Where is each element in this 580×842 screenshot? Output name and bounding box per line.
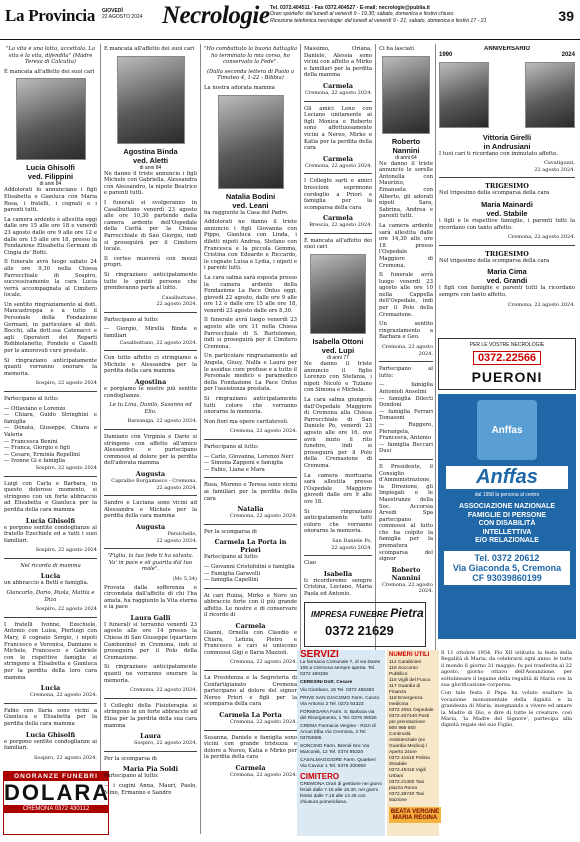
deceased-name: Natalia: [237, 505, 264, 514]
intro-text: La nostra adorata mamma: [204, 84, 275, 91]
signatories: Giancarlo, Dario, Paola, Mattia e Diza: [6, 590, 95, 603]
divider: [204, 670, 297, 671]
list-item: — Famiglia Garavelli: [204, 570, 261, 577]
body-text: I Colleghi sarti e amici brescioni esprimono cordoglio a Priori e famiglia per la scomparsa della cara: [304, 178, 372, 211]
column-6: [439, 46, 575, 336]
body-text: Si ringraziano anticipatamente tutti coloro che vorranno onorarne la memoria.: [304, 508, 372, 535]
body-text: Per la scomparsa di: [204, 528, 257, 535]
divider: [4, 703, 97, 704]
list-item: — Chiara, Guido Stringhini e famiglia: [4, 412, 97, 425]
list-item: 117 Guardia di Finanza: [389, 684, 421, 695]
quote: "Ho combattuto la buona battaglia ho terminato la mia corsa, ho conservato la Fede".: [204, 46, 297, 66]
list-item: 0372 4051 Ospedale: [389, 708, 434, 713]
body-text: i figli con famiglie e parenti tutti la ricordano sempre con tanto affetto.: [439, 285, 575, 298]
list-item: 0372 41618 Polizia Stradale: [389, 756, 430, 767]
list-item: FORMIGARA Farm. S. Barbara via del Risorgimento, 1 Tel. 0376 38026: [300, 710, 377, 721]
deceased-name: Agostina: [134, 378, 167, 387]
divider: [4, 476, 97, 477]
intro-text: Ci ha lasciati: [379, 46, 414, 52]
body-text: Gianni, Ornella con Claudio e Chiara, Letizia, Pietro e Francesco e cari si uniscono commossi Gigi e Ilaria Mazzoli.: [204, 630, 297, 656]
body-text: Ai cari Ruina, Mirko e Noro un abbraccio forte con il più grande affetto. Le nostre e di conservare il ricordo di: [204, 592, 297, 619]
services-box: [297, 650, 572, 836]
divider: [439, 245, 575, 246]
anniversary-photos: [439, 59, 575, 131]
list-item: — Ivonne Gi e famiglia: [4, 458, 66, 465]
portrait-photo: [439, 62, 489, 128]
ad-impresa-pietra[interactable]: [304, 602, 426, 647]
body-text: Luigi con Carla e Barbara, in questo doloroso momento, si stringono con un forte abbraccio ad Elisabetta e Gianluca per la perdita della cara mamma: [4, 480, 97, 513]
divider: [379, 459, 433, 460]
column-2: [104, 46, 197, 834]
newspaper-logo[interactable]: La Provincia: [5, 6, 96, 25]
quote-source: (Dalla seconda lettera di Paolo a Timoteo 4, 1-22 - Bibbia): [206, 68, 295, 82]
notice-date: Capralbo Borgamasco - Cremona, 22 agosto 2024.: [111, 477, 197, 491]
notice-date: Cremona, 22 agosto 2024.: [230, 719, 297, 725]
saint-of-day-text: [441, 650, 572, 836]
body-text: ti ricorderemo sempre Cristina, Luciano, Maria Paola ed Antonio.: [304, 577, 372, 597]
list-item: SONCINO Farm. Brendi Snc Via Marconi6, 12 Tel. 0374 85320: [300, 744, 370, 755]
list-item: 0372.407440 Posti per prenotazione: [389, 714, 430, 725]
divider: [304, 101, 372, 102]
notice-date: Casalbuttano, 22 agosto 2024.: [119, 339, 197, 346]
body-text: Addolorati ne danno il triste annuncio i figli Giovanna con Pippo, Gianluca con Linda, i diletti nipoti Andrea, Stefano con Francesca e la piccola Gemma, Cristina con Edoardo e Riccardo, le cognate Luisa e Lydia, i nipoti e i parenti tutti.: [204, 219, 297, 272]
deceased-name: Augusta: [135, 522, 166, 531]
deceased-name: Vittoria Girelli in Andrusiani: [482, 132, 532, 151]
quote-source: (Mc 5,34): [172, 575, 197, 582]
notice-date: Sospiro, 22 agosto 2024.: [33, 754, 97, 761]
ad-phone: 0372.22566: [473, 351, 541, 365]
page-header: [0, 0, 580, 40]
quote: "Figlia, la tua fede ti ha salvata. Va' in pace e sii guarita dal tuo male".: [107, 553, 194, 573]
list-item: 0372.28740 Taxi stazione: [389, 792, 425, 803]
divider: [104, 548, 197, 549]
services-title: SERVIZI: [300, 649, 339, 660]
notice-date: Cremona, 22 agosto 2024.: [381, 344, 433, 357]
body-text: Un sentito ringraziamento al dott. Mancastroppa e a tutto il Personale della Fondazione Germani, in particolare al dott. Bocchi, alla dott.ssa Catenacci e agli Operatori dei Reparti Robbiolanetto, Fondelo e Caselli per le amorevoli cure prestate.: [4, 301, 97, 355]
deceased-name: Natalia Bodini ved. Leani: [225, 191, 276, 210]
divider: [304, 173, 372, 174]
body-text: La camera ardente sarà allestita dalle ore 14,30 alle ore 18 presso l'Ospedale Maggiore di Cremona.: [379, 222, 433, 269]
body-text: Ne danno il triste annuncio il figlio Lorenzo con Stefania, i nipoti Nicolò e Tiziano con Simona e Michela.: [304, 361, 372, 394]
notice-date: Cremona, 22 agosto 2024.: [230, 659, 297, 666]
body-text: Un sentito ringraziamento a Barbara e Geo.: [379, 321, 433, 341]
body-text: La camera mortuaria sarà allestita presso l'Ospedale Maggiore giovedì dalle ore 9 alle ore 18.: [304, 472, 372, 505]
divider: [204, 477, 297, 478]
body-text: Damiano con Virginia e Dario si stringono con affetto all'amico Alessandro e partecipano commossi al dolore per la perdita dell'adorata mamma: [104, 434, 197, 467]
body-text: Si ringraziano anticipatamente tutti coloro che vorranno onorarne la memoria.: [204, 396, 297, 416]
body-text: e porgono sentite condoglianze ai familiari.: [4, 738, 97, 752]
column-4: [304, 46, 372, 598]
anffas-logo-icon: Anffas: [477, 400, 537, 460]
divider: [204, 730, 297, 731]
list-item: — Giorgio, Mirella Binda e familiari: [104, 326, 197, 340]
body-text: Gli amici Leno con Luciano unitamente ai figli Monica e Roberto sono affettuosamente vicini a Nereo, Mirko e Katia per la perdita della cara: [304, 105, 372, 152]
ad-contacts: Tel. 0372 20612 Via Giaconda 5, Cremona CF 93039860199: [444, 551, 570, 585]
trigesimo-header: TRIGESIMO: [485, 249, 529, 258]
section-title: Necrologie: [162, 2, 270, 29]
divider: [4, 558, 97, 559]
body-text: I funerali si terranno venerdì 23 agosto alle ore 14 presso la Chiesa di San Giuseppe (quartiere Cambonino) in Cremona, indi si proseguirà per il Polo della Cremazione.: [104, 621, 197, 661]
participation-header: Partecipano al lutto:: [4, 396, 59, 402]
list-item: — famiglia Dilecti Dondoni: [379, 395, 433, 409]
notice-date: Cremona, 22 agosto 2024.: [305, 89, 372, 96]
quote: "La vita è una lotta, accettala. La vita è la vita, difendila" (Madre Teresa di Calcutta): [5, 46, 96, 66]
notice-date: Cremona, 22 agosto 2024.: [305, 162, 372, 169]
body-text: Il corteo muoverà con mezzi propri.: [104, 255, 197, 269]
intro-text: È mancata all'affetto dei suoi cari: [304, 237, 372, 251]
intro-text: È mancata all'affetto dei suoi cari: [4, 68, 95, 75]
useful-numbers: [387, 650, 439, 836]
deceased-name: Isabella: [323, 569, 353, 578]
deceased-name: Maria Mainardi ved. Stabile: [481, 199, 533, 218]
list-item: 800 985 660 Continuità Assistenziale (ex Guardia Medica) / Aperto 24ore: [389, 726, 428, 755]
ad-brand: DOLARA: [4, 780, 111, 805]
body-text: La cara salma sarà esposta presso la camera ardente della Fondazione La Pace Onlus oggi, giovedì 22 agosto, dalle ore 9 alle ore 12 e dalle ore 15 alle ore 18, venerdì 23 agosto dalle ore 8,30.: [204, 274, 297, 314]
portrait-photo: [310, 254, 366, 334]
notice-date: Cremona, 22 agosto 2024.: [30, 692, 97, 699]
ad-brand: PUERONI: [471, 369, 543, 385]
divider: [304, 555, 372, 556]
body-text: I fratelli Ivonne, Ezechiele, Antonio con Luisa, Pierluigi con Mary, il cognato Sergio, i nipoti Francesco e Veronica, Damiano e Michele, Francesco e Gabriele con le rispettive famiglie si stringono a Elisabetta e Gianluca per la perdita della loro cara mamma: [4, 621, 97, 681]
cemetery-title: CIMITERO: [300, 772, 340, 781]
signatories: Le tu Lina, Danilo, Susanna ed Elio.: [109, 402, 192, 415]
deceased-name: Roberto Nannini: [391, 565, 421, 582]
divider: [4, 617, 97, 618]
body-text: Si ringraziano anticipatamente tutte le gentili persone che prenderanno parte al lutto.: [104, 271, 197, 292]
saint-of-day-label: BEATA VERGINE MARIA REGINA: [390, 809, 440, 821]
deceased-name: Isabella Ottoni ved. Lupi di anni 77: [312, 337, 364, 362]
body-text: Ciao: [304, 560, 317, 567]
list-item: 118 Soccorso Pubblico: [389, 666, 418, 677]
list-item: 112 Carabinieri: [389, 660, 422, 665]
list-item: — Cesare, Erminia Repellini: [4, 451, 80, 458]
list-item: — famiglia Beccari Dusi: [379, 441, 433, 455]
body-text: La camera ardente è allestita oggi dalle ore 15 alle ore 18 e venerdì 23 agosto dalle ore 9 alle ore 12 e dalle ore 15 alle ore 18, presso la Fondazione Elisabetta Germani di Cingia de' Botti.: [4, 216, 97, 256]
deceased-name: Carmela La Porta in Priori: [214, 538, 287, 555]
body-text: Il funerale avrà luogo venerdì 23 agosto alle ore 11 nella Chiesa Parrocchiale di S. Bartolomeo, indi si proseguirà per il Cimitero Cremona.: [204, 317, 297, 350]
portrait-photo: [16, 78, 86, 160]
list-item: — famiglia Capellini: [204, 577, 259, 584]
body-text: Si ringraziano anticipatamente quanti ne vorranno onorare la memoria.: [104, 664, 197, 684]
notice-date: Cremona, 22 agosto 2024.: [230, 513, 297, 520]
ad-tagline: PER LE VOSTRE NECROLOGIE: [469, 342, 545, 348]
divider: [4, 391, 97, 392]
column-1: [4, 46, 97, 766]
divider: [204, 524, 297, 525]
divider: [104, 751, 197, 752]
body-text: Sandro e Luciana sono vicini ad Alessandra e Michele per la perdita della cara mamma: [104, 500, 197, 520]
list-item: 118 Emergenza medicina: [389, 696, 423, 707]
portrait-photo: [525, 62, 575, 128]
body-text: Addolorati lo annunciano i figli Elisabetta e Gianluca con Maria Rosa, i fratelli, i cognati e i parenti tutti.: [4, 187, 97, 214]
body-text: e porgiamo le nostre più sentite condoglianze.: [104, 386, 197, 399]
column-5: [379, 46, 433, 598]
portrait-photo: [117, 56, 185, 144]
anniversary-header: 1990 ANNIVERSARIO 2024: [439, 46, 575, 58]
list-item: — famiglia Ferrari Tomasoni: [379, 408, 433, 422]
body-text: Un particolare ringraziamento ad Angela, Giusy, Nulfa e Laura per le assidue cure profuse e a tutto il Personale medico e paramedico della Fondazione La Pace Onlus per l'assistenza prestata.: [204, 353, 297, 393]
ad-phone: 0372 21629: [325, 623, 394, 638]
ad-phone: CREMONA 0372 430112: [4, 805, 108, 813]
deceased-name: Augusta: [135, 469, 166, 478]
deceased-name: Lucia Ghisolfi ved. Filippini di anni 84: [26, 163, 75, 188]
body-text: Si ringraziano anticipatamente quanti vorranno onorare la memoria.: [4, 357, 97, 377]
body-text: Ne danno il triste annuncio i figli Michele con Gabriella, Alessandra con Alessandro, la nipote Beatrice e parenti tutti.: [104, 170, 197, 197]
trigesimo-header: TRIGESIMO: [485, 182, 529, 191]
body-text: Il funerale avrà luogo venerdì 23 agosto alle ore 10 nella Cappella dell'Ospedale, indi per il Polo della Cremazione.: [379, 272, 433, 318]
list-item: CASALMAGGIORE Farm. Quartieri Via Cavour 1 Tel. 0375 200093: [300, 758, 376, 769]
deceased-name: Lucia: [40, 684, 61, 693]
deceased-name: Lucia Ghisolfi: [25, 516, 76, 525]
notice-date: Sospiro, 22 agosto 2024: [35, 547, 97, 554]
numbers-title: NUMERI UTILI: [389, 652, 430, 658]
list-item: — Simona Zapponi e famiglia: [204, 460, 283, 467]
body-text: Rosa, Moreno e Teresa sono vicini ai familiari per la perdita della cara: [204, 482, 297, 502]
body-text: La Presidenza e la Segreteria di Confartigianato Cremona partecipano al dolore del signor Nereo Priori e figli per la scomparsa della cara: [204, 675, 297, 708]
pharmacy-list: [297, 650, 385, 836]
body-text: Nel trigesimo della scomparsa della cara: [439, 257, 550, 264]
deceased-name: Carmela: [235, 622, 266, 631]
divider: [104, 429, 197, 430]
body-text: Susanna, Daniele e famiglia sono vicini con grande tristezza e dolore a Nereo, Katia e Mirko per la perdita della cara: [204, 734, 297, 761]
body-text: un abbraccio a Betti e famiglia.: [4, 580, 89, 587]
divider: [104, 698, 197, 699]
participation-header: Partecipano al lutto:: [204, 554, 259, 561]
notice-date: Sospiro, 22 agosto 2024: [35, 464, 97, 471]
list-item: — famiglia Antonioli Anselmi: [379, 382, 433, 395]
body-text: Il 11 ottobre 1954, Pio XII istituita la festa della Regalità di Maria, da celebrarsi ogni anno: le tutte il mondo il giorno 31 maggio; fu poi trasferita al 22 agosto, giorno ottavo dell'Assunzione, per sottolineare il legame della regalità di Maria con la sua glorificazione corporea.: [441, 650, 572, 689]
deceased-name: Carmela La Porta: [219, 711, 282, 719]
deceased-name: Roberto Nannini di anni 64: [391, 136, 421, 161]
notice-date: Cremona, 22 agosto 2024.: [508, 301, 575, 308]
divider: [204, 588, 297, 589]
notice-date: Cremona, 22 agosto 2024.: [230, 771, 297, 778]
contact-info: Tel. 0372.404511 · Fax 0372.404527 · E-mail: necrologie@publia.it Orari sportello: dal lunedì al venerdì 9 - 19.30; sabato, domenica e festivi chiuso Ricezione telefonica necrologie: dal lunedì al venerdì 9 - 21; sabato, domenica e festivi 17 - 21: [270, 5, 487, 24]
issue-date: GIOVEDÌ 22 AGOSTO 2024: [102, 8, 143, 20]
deceased-name: Carmela: [323, 214, 353, 223]
notice-date: Cremona, 22 agosto 2024.: [130, 687, 197, 694]
deceased-name: Laura: [140, 732, 161, 741]
notice-date: Cremona, 22 agosto 2024.: [381, 581, 433, 595]
list-item: CREMONA Orari di gestione nei giorni feriali dalle 7.15 alle 18.30, nei giorni festivi dalle 7.15 alle 12.45 con chiusura pomeridiana.: [300, 782, 382, 805]
body-text: I funerali si svolgeranno in Casalbuttano venerdì 23 agosto alle ore 10,30 partendo dalla camera ardente dell'Ospedale della Carità per la Chiesa Parrocchiale di San Giorgio, indi si proseguirà per il Cimitero locale.: [104, 199, 197, 253]
notice-date: Casalbuttano, 22 agosto 2024.: [156, 294, 197, 308]
ad-pueroni[interactable]: [438, 338, 576, 390]
list-item: — i cugini Anna, Mauri, Paolo, Mino, Ermanno e Sandro: [104, 782, 197, 796]
notice-date: Barzaniga, 22 agosto 2024.: [127, 418, 197, 425]
deceased-name: Carmela: [235, 763, 266, 772]
deceased-name: Carmela: [323, 81, 353, 90]
body-text: Per la scomparsa di: [104, 755, 157, 762]
notice-date: Cremona, 22 agosto 2024.: [508, 234, 575, 241]
body-text: Con tale festa il Papa ha voluto esaltare la vocazione monumentale della dignità e la grandezza di Maria, insegnando a vivere ed amare la Madre di Dio, e dire di tutte le creature, così Maria, 'la Madre del Signore', partecipa alla dignità regale del suo Figlio.: [441, 690, 572, 729]
list-item: La farmacia Comunale 7, di via Dante 106 a Cremona sempre aperta. Tel. 0372 460335: [300, 660, 381, 677]
body-text: ha raggiunto la Casa del Padre.: [204, 209, 289, 216]
participation-header: Partecipano al lutto:: [104, 316, 159, 323]
deceased-name: Maria Cima ved. Grandi: [486, 267, 528, 286]
body-text: Non fiori ma opere caritatevoli.: [204, 418, 289, 425]
list-item: — Donata, Giuseppe, Chiara e Valeria: [4, 425, 97, 438]
deceased-name: Carmela: [323, 154, 353, 163]
portrait-photo: [218, 95, 284, 189]
participation-header: Partecipano al lutto:: [104, 773, 159, 780]
ad-dolara[interactable]: [3, 771, 109, 835]
list-item: — Francesca Benini: [4, 438, 58, 445]
deceased-name: Lucia Ghisolfi: [25, 730, 76, 739]
body-text: Con tutto affetto ci stringiamo a Michele e Alessandra per la perdita della cara mamma: [104, 355, 197, 375]
list-item: 0372.21300 Taxi piazza Roma: [389, 780, 425, 791]
divider: [439, 177, 575, 178]
participation-header: Partecipano al lutto:: [379, 366, 433, 379]
list-item: CERESINI Dott. Cesare: [300, 680, 353, 685]
list-item: — Giovanni Cristofolini e famiglia: [204, 563, 295, 570]
body-text: Nel ricordo di mamma: [20, 562, 81, 569]
body-text: i figli e le rispettive famiglie, i parenti tutti la ricordano con tanto affetto.: [439, 217, 575, 231]
portrait-photo: [382, 56, 430, 134]
divider: [379, 361, 433, 362]
intro-text: È mancata all'affetto dei suoi cari: [104, 46, 195, 52]
notice-date: San Daniele Po, 22 agosto 2024.: [331, 537, 372, 551]
body-text: Ne danno il triste annuncio le sorelle Antonella con Maurizio, Emanuela con Alberto, gli adorati nipoti Sara, Sabrina, Andrea e parenti tutti.: [379, 160, 433, 220]
notice-date: Brescia, 22 agosto 2024.: [309, 222, 372, 229]
list-item: — Ottaviano e Lorenzo: [4, 405, 66, 412]
deceased-name: Lucia: [40, 572, 61, 581]
column-rule: [200, 44, 201, 834]
body-text: I Colleghi della Fisioterapia si stringono in un forte abbraccio ad Elisa per la perdita della sua cara mamma: [104, 702, 197, 729]
divider: [104, 312, 197, 313]
body-text: Massimo, Oriana, Daniele, Alessia sono vicini con affetto a Mirko e familiari per la perdita della mamma: [304, 46, 372, 79]
list-item: — Ruggero, Pierangela, Francesca, Antonio: [379, 421, 433, 442]
body-text: Nel trigesimo della scomparsa della cara: [439, 190, 550, 197]
body-text: Il Presidente, il Consiglio d'Amministrazione, la Direzione, gli Impiegati e le Maestranze della Soc. Accorsia Arvedi Spa partecipano commossi al lutto che ha colpito la famiglia per la prematura scomparsa del signor: [379, 463, 433, 563]
divider: [104, 350, 197, 351]
notice-date: Sospiro, 22 agosto 2024.: [133, 740, 197, 747]
list-item: Via Giordano, 15 Tel. 0372 458363: [300, 688, 374, 693]
body-text: Fabio con Ilaria sono vicini a Gianluca e Elisabetta per la perdita della cara mamma: [4, 707, 97, 727]
notice-date: Sospiro, 22 agosto 2024: [35, 380, 97, 387]
column-rule: [100, 44, 101, 834]
list-item: — Franca, Giorgio e figli: [4, 445, 70, 452]
notice-date: Cavatigozzi, 22 agosto 2024.: [534, 160, 575, 173]
list-item: CREMA Farmacia Vergine - Rizzi di Arcari Elba Via Cremona, 3 Tel. 03784606: [300, 724, 376, 741]
divider: [104, 495, 197, 496]
list-item: — Carlo, Giovanna, Lorenzo Neri: [204, 453, 294, 460]
ad-tagline: ONORANZE FUNEBRI: [4, 772, 108, 781]
notice-date: Persichello, 22 agosto 2024.: [156, 530, 197, 544]
list-item: 115 Vigili del Fuoco: [389, 678, 431, 683]
ad-description: ASSOCIAZIONE NAZIONALE FAMIGLIE DI PERSONE CON DISABILITÀ INTELLETTIVA E/O RELAZIONALE: [458, 503, 556, 544]
column-3: [204, 46, 297, 834]
list-item: — Fabio, Liana e Mara: [204, 466, 265, 473]
list-item: PRIVE SAN GIACOMO Farm. Canzo Via Antonio 2 Tel. 0372 64323: [300, 696, 380, 707]
body-text: Provata dalla sofferenza e circondata dall'affetto di chi l'ha amata, ha raggiunto la Vita eterna e la pace: [104, 584, 197, 611]
deceased-name: Laura Galli: [130, 613, 171, 622]
deceased-name: Agostina Binda ved. Aletti di anni 84: [123, 146, 178, 171]
body-text: La cara salma giungerà dall'Ospedale Maggiore di Cremona alla Chiesa Parrocchiale di San Daniele Po, venerdì 23 agosto alle ore 16, ove avrà inizio il rito funebre, indi si proseguirà per il Polo della Cremazione di Cremona.: [304, 397, 372, 469]
ad-tagline: IMPRESA FUNEBRE Pietra: [311, 606, 424, 620]
notice-date: Sospiro, 22 agosto 2024: [35, 606, 97, 613]
notice-date: Cremona, 22 agosto 2024.: [230, 428, 297, 435]
ad-anffas[interactable]: [438, 394, 576, 639]
deceased-name: Maria Pia Soldi: [122, 765, 179, 774]
body-text: I tuoi cari ti ricordano con immutato affetto.: [439, 150, 558, 157]
divider: [304, 233, 372, 234]
divider: [204, 439, 297, 440]
page-number: 39: [558, 8, 574, 24]
ad-tagline: dal 1958 la persona al centro: [474, 492, 540, 498]
list-item: 0372.45416 Vigili Urbani: [389, 768, 426, 779]
participation-header: Partecipano al lutto:: [204, 443, 259, 450]
ad-brand: Anffas: [446, 466, 568, 489]
body-text: Il funerale avrà luogo sabato 24 alle ore 9,30 nella Chiesa Parrocchiale di Sospiro, successivamente la cara Lucia verrà accompagnata al Cimitero locale.: [4, 259, 97, 299]
body-text: e porgono sentite condoglianze al fratello Ezechiele ed a tutti i suoi familiari.: [4, 524, 97, 544]
